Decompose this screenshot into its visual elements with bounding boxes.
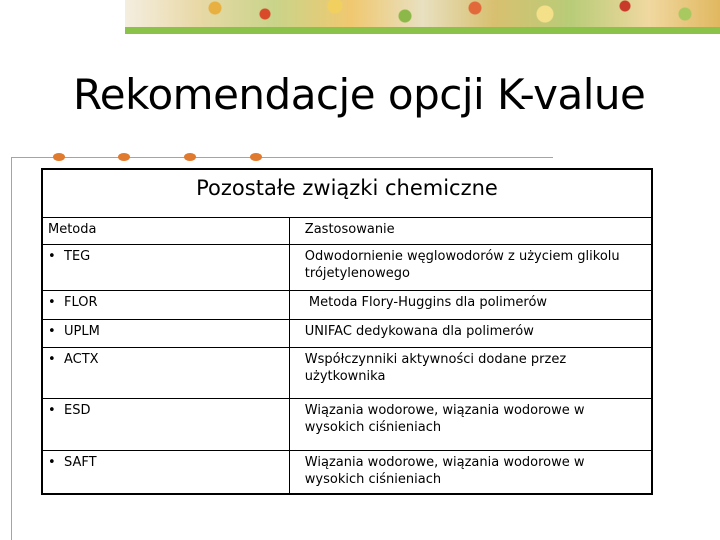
decor-dot (53, 153, 65, 161)
table-row (43, 399, 651, 451)
row-use: Odwodornienie węglowodorów z użyciem glikolu trójetylenowego (289, 245, 651, 291)
decor-dot (118, 153, 130, 161)
table-row (43, 348, 651, 399)
method-label: ACTX (64, 352, 99, 367)
row-method (43, 245, 289, 291)
bullet-icon: • (48, 295, 56, 310)
row-use: Wiązania wodorowe, wiązania wodorowe w wysokich ciśnieniach (289, 451, 651, 495)
banner-image (125, 0, 720, 27)
bullet-icon: • (48, 324, 56, 339)
vertical-rule (11, 158, 12, 540)
row-method (43, 348, 289, 399)
methods-table (41, 168, 653, 495)
table-header-row (43, 218, 651, 245)
decorative-banner (125, 0, 720, 36)
method-label: UPLM (64, 324, 100, 339)
banner-green-line (125, 27, 720, 34)
table-row (43, 451, 651, 495)
horizontal-rule (11, 157, 553, 158)
methods-grid (43, 217, 651, 495)
slide-title: Rekomendacje opcji K-value (73, 70, 646, 119)
decor-dot (250, 153, 262, 161)
table-row (43, 245, 651, 291)
header-use: Zastosowanie (289, 218, 651, 245)
row-use: Wiązania wodorowe, wiązania wodorowe w wysokich ciśnieniach (289, 399, 651, 451)
row-method (43, 291, 289, 320)
bullet-icon: • (48, 352, 56, 367)
row-use: Współczynniki aktywności dodane przez użytkownika (289, 348, 651, 399)
table-caption: Pozostałe związki chemiczne (196, 176, 498, 200)
row-method (43, 399, 289, 451)
row-method (43, 320, 289, 348)
method-label: FLOR (64, 295, 98, 310)
row-use: Metoda Flory-Huggins dla polimerów (289, 291, 651, 320)
bullet-icon: • (48, 403, 56, 418)
method-label: ESD (64, 403, 91, 418)
bullet-icon: • (48, 455, 56, 470)
table-row (43, 291, 651, 320)
header-method: Metoda (43, 218, 289, 245)
decor-dot (184, 153, 196, 161)
table-row (43, 320, 651, 348)
bullet-icon: • (48, 249, 56, 264)
method-label: TEG (64, 249, 91, 264)
row-method (43, 451, 289, 495)
method-label: SAFT (64, 455, 97, 470)
row-use: UNIFAC dedykowana dla polimerów (289, 320, 651, 348)
